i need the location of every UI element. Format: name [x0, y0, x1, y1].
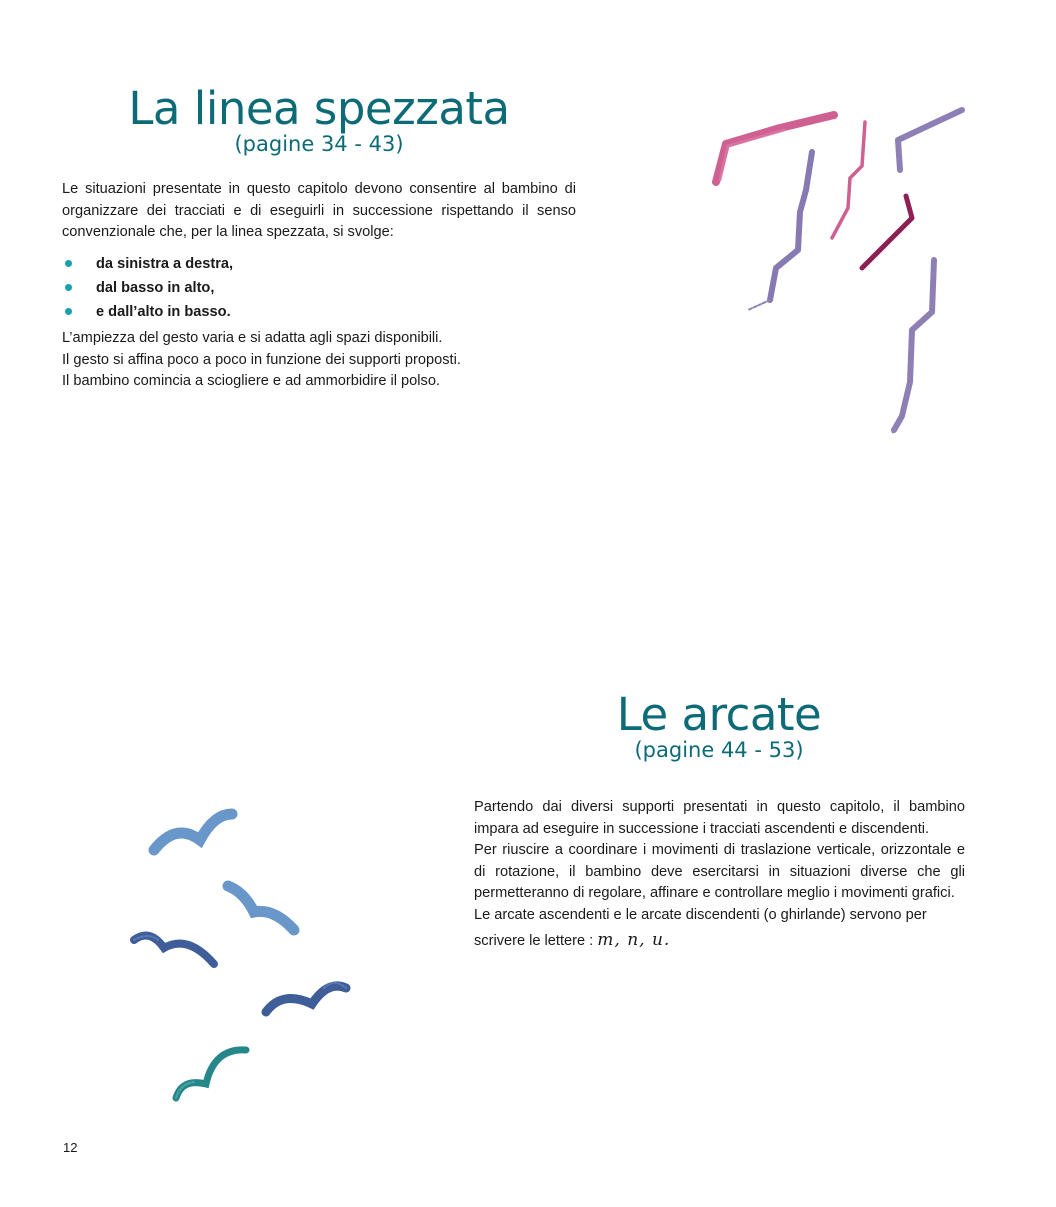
bullet-dot-icon [65, 308, 72, 315]
zigzag-lines-illustration [700, 100, 980, 440]
arc-navy-2 [266, 986, 346, 1012]
section1-intro-text: Le situazioni presentate in questo capitolo devono consentire al bambino di organizzare dei tracciati e di eseguirli in successione rispettando il senso convenzionale che, per la linea spezzata, si svolge: [62, 181, 576, 240]
section2-title: Le arcate [616, 688, 822, 741]
bullet-text: dal basso in alto, [96, 280, 215, 296]
cursive-letters: m, n, u. [597, 930, 671, 950]
paragraph: Il bambino comincia a sciogliere e ad ammorbidire il polso. [62, 373, 440, 389]
page-number: 12 [63, 1140, 78, 1155]
paragraph: Per riuscire a coordinare i movimenti di traslazione verticale, orizzontale e di rotazione, il bambino deve esercitarsi in situazioni diverse che gli permetteranno di regolare, affinare e controllare meglio i movimenti grafici. [474, 842, 965, 901]
section1-intro [62, 179, 576, 244]
paragraph-last-line [474, 926, 965, 955]
list-item [62, 276, 576, 300]
section1-bullet-list [62, 252, 576, 324]
section2-pages: (pagine 44 - 53) [634, 738, 804, 762]
zigzag-pink-stroke [716, 115, 834, 182]
paragraph: Le arcate ascendenti e le arcate discendenti (o ghirlande) servono per [474, 906, 927, 923]
list-item [62, 300, 576, 324]
section1-pages: (pagine 34 - 43) [234, 132, 404, 156]
list-item [62, 252, 576, 276]
section1-title: La linea spezzata [128, 82, 510, 135]
bullet-text: da sinistra a destra, [96, 256, 234, 272]
arc-teal [176, 1050, 246, 1098]
arc-navy-1 [134, 936, 214, 965]
letters-intro: scrivere le lettere : [474, 933, 594, 949]
arc-light-blue-1 [154, 814, 232, 850]
paragraph: L’ampiezza del gesto varia e si adatta agli spazi disponibili. [62, 330, 443, 346]
paragraph: Il gesto si affina poco a poco in funzione dei supporti proposti. [62, 351, 461, 368]
zigzag-violet-stroke [770, 152, 812, 300]
zigzag-plum-stroke [862, 196, 912, 268]
bullet-dot-icon [65, 284, 72, 291]
arc-light-blue-2 [228, 886, 294, 930]
paragraph: Partendo dai diversi supporti presentati in questo capitolo, il bambino impara ad eseguire in successione i tracciati ascendenti e discendenti. [474, 799, 965, 837]
bullet-dot-icon [65, 260, 72, 267]
arcs-illustration [128, 800, 358, 1105]
section2-paragraphs [474, 797, 965, 955]
section1-paragraphs [62, 328, 576, 393]
bullet-text: e dall’alto in basso. [96, 304, 231, 320]
